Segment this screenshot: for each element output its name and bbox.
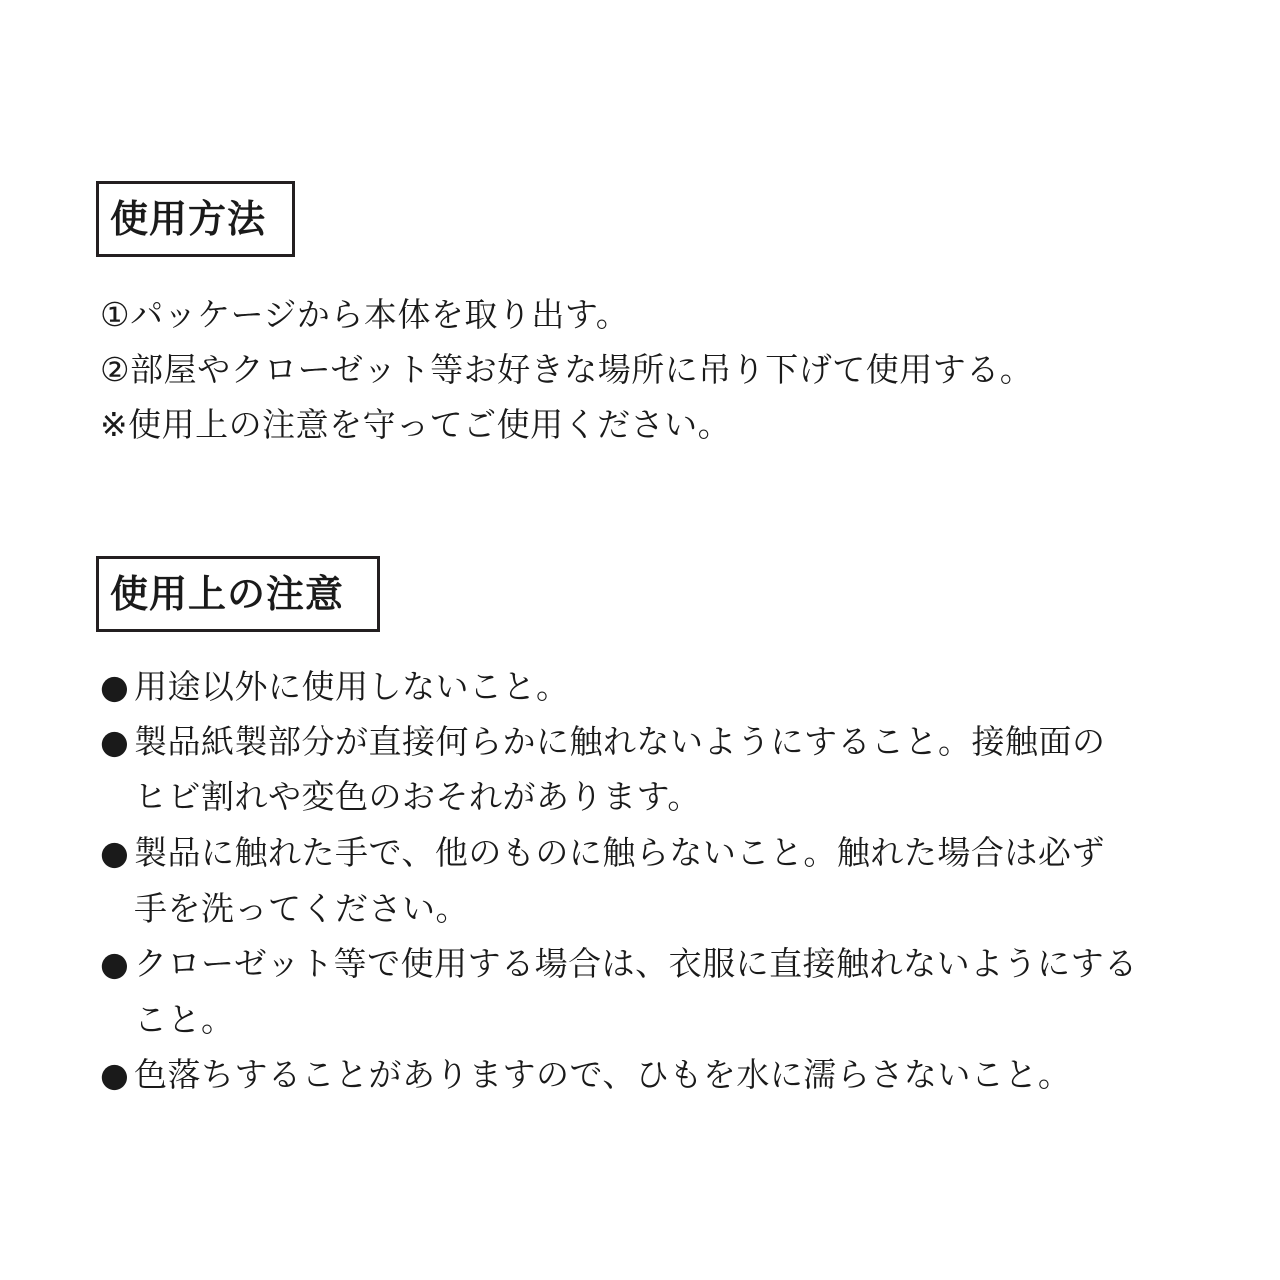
- cautions-heading: [96, 556, 380, 632]
- caution-item-2: [100, 722, 1106, 762]
- usage-heading: [96, 181, 295, 257]
- caution-item-4-text: クローゼット等で使用する場合は、衣服に直接触れないようにする: [134, 944, 1138, 983]
- caution-item-5: [100, 1055, 1071, 1095]
- caution-item-4: [100, 944, 1138, 984]
- caution-item-2-text: 製品紙製部分が直接何らかに触れないようにすること。接触面の: [134, 722, 1106, 761]
- caution-item-1-text: 用途以外に使用しないこと。: [134, 667, 570, 706]
- usage-heading-text: 使用方法: [110, 197, 267, 241]
- bullet-icon: ●: [100, 722, 130, 761]
- bullet-icon: ●: [100, 667, 130, 706]
- caution-item-5-text: 色落ちすることがありますので、ひもを水に濡らさないこと。: [134, 1055, 1072, 1094]
- caution-item-2-continued: ヒビ割れや変色のおそれがあります。: [134, 777, 701, 816]
- bullet-icon: ●: [100, 833, 130, 872]
- caution-item-3: [100, 833, 1105, 873]
- caution-item-3-text: 製品に触れた手で、他のものに触らないこと。触れた場合は必ず: [134, 833, 1105, 872]
- usage-note: ※使用上の注意を守ってご使用ください。: [100, 405, 732, 444]
- bullet-icon: ●: [100, 1055, 130, 1094]
- bullet-icon: ●: [100, 944, 130, 983]
- caution-item-1: [100, 667, 570, 707]
- caution-item-3-continued: 手を洗ってください。: [134, 889, 469, 928]
- cautions-heading-text: 使用上の注意: [110, 572, 345, 616]
- caution-item-4-continued: こと。: [134, 1000, 235, 1039]
- usage-step-1: ①パッケージから本体を取り出す。: [100, 295, 630, 334]
- usage-step-2: ②部屋やクローゼット等お好きな場所に吊り下げて使用する。: [100, 350, 1034, 389]
